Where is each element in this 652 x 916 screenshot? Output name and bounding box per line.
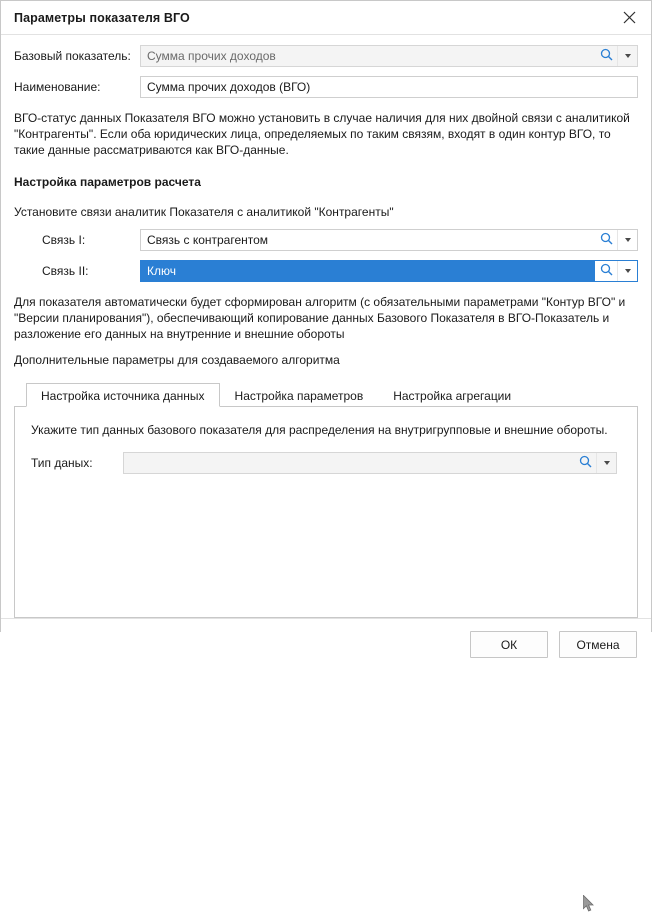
link1-search-button[interactable] [595,230,617,250]
close-icon [623,11,636,24]
window-title: Параметры показателя ВГО [14,10,190,25]
links-subtitle: Установите связи аналитик Показателя с аналитикой "Контрагенты" [14,205,394,219]
link1-row [14,229,638,251]
data-type-search-button[interactable] [574,453,596,473]
data-type-row [31,452,621,474]
base-indicator-value: Сумма прочих доходов [147,49,276,63]
search-icon [600,232,613,248]
cancel-button[interactable]: Отмена [559,631,637,658]
link1-label: Связь I: [42,233,86,247]
link1-field[interactable] [140,229,638,251]
data-type-label: Тип даных: [31,456,93,470]
name-value: Сумма прочих доходов (ВГО) [147,80,311,94]
link2-row [14,260,638,282]
tab-aggregation[interactable]: Настройка агрегации [393,389,512,403]
tab-panel-hint: Укажите тип данных базового показателя для распределения на внутригрупповые и внешние обороты. [31,423,608,437]
search-icon [579,455,592,471]
close-button[interactable] [607,2,651,34]
tab-panel-data-source [14,406,638,618]
extra-params-note-text: Дополнительные параметры для создаваемого алгоритма [14,353,340,367]
settings-section-title: Настройка параметров расчета [14,175,201,189]
base-indicator-field[interactable] [140,45,638,67]
data-type-field[interactable] [123,452,617,474]
dialog-footer [1,618,651,670]
base-indicator-label: Базовый показатель: [14,49,131,63]
link2-field[interactable] [140,260,638,282]
algorithm-note-text: Для показателя автоматически будет сформирован алгоритм (с обязательными параметрами "Контур ВГО" и "Версии планирования"), обеспечивающий копирование данных Базового Показателя в ВГО-Показатель и разложение его данных на внутренние и внешние обороты [14,295,626,341]
search-icon [600,263,613,279]
link2-label: Связь II: [42,264,89,278]
tabs-section [14,381,638,618]
base-indicator-search-button[interactable] [595,46,617,66]
link2-search-button[interactable] [595,261,617,281]
data-type-dropdown-button[interactable] [596,453,616,473]
dialog-content [1,35,651,618]
name-row [14,76,638,98]
tab-data-source[interactable]: Настройка источника данных [26,383,220,407]
link2-dropdown-button[interactable] [617,261,637,281]
chevron-down-icon [604,461,610,465]
tab-parameters[interactable]: Настройка параметров [234,389,364,403]
tab-bar [14,381,638,406]
title-bar [1,1,651,35]
description-text: ВГО-статус данных Показателя ВГО можно установить в случае наличия для них двойной связи с аналитикой "Контрагенты". Если оба юридических лица, определяемых по таким связям, входят в один контур ВГО, то такие данные рассматриваются как ВГО-данные. [14,111,630,157]
link1-dropdown-button[interactable] [617,230,637,250]
link1-value: Связь с контрагентом [147,233,269,247]
search-icon [600,48,613,64]
chevron-down-icon [625,238,631,242]
mouse-cursor [583,895,595,916]
link2-value: Ключ [141,261,595,281]
chevron-down-icon [625,269,631,273]
chevron-down-icon [625,54,631,58]
name-input[interactable] [140,76,638,98]
base-indicator-dropdown-button[interactable] [617,46,637,66]
ok-button[interactable]: ОК [470,631,548,658]
name-label: Наименование: [14,80,101,94]
base-indicator-row [14,45,638,67]
